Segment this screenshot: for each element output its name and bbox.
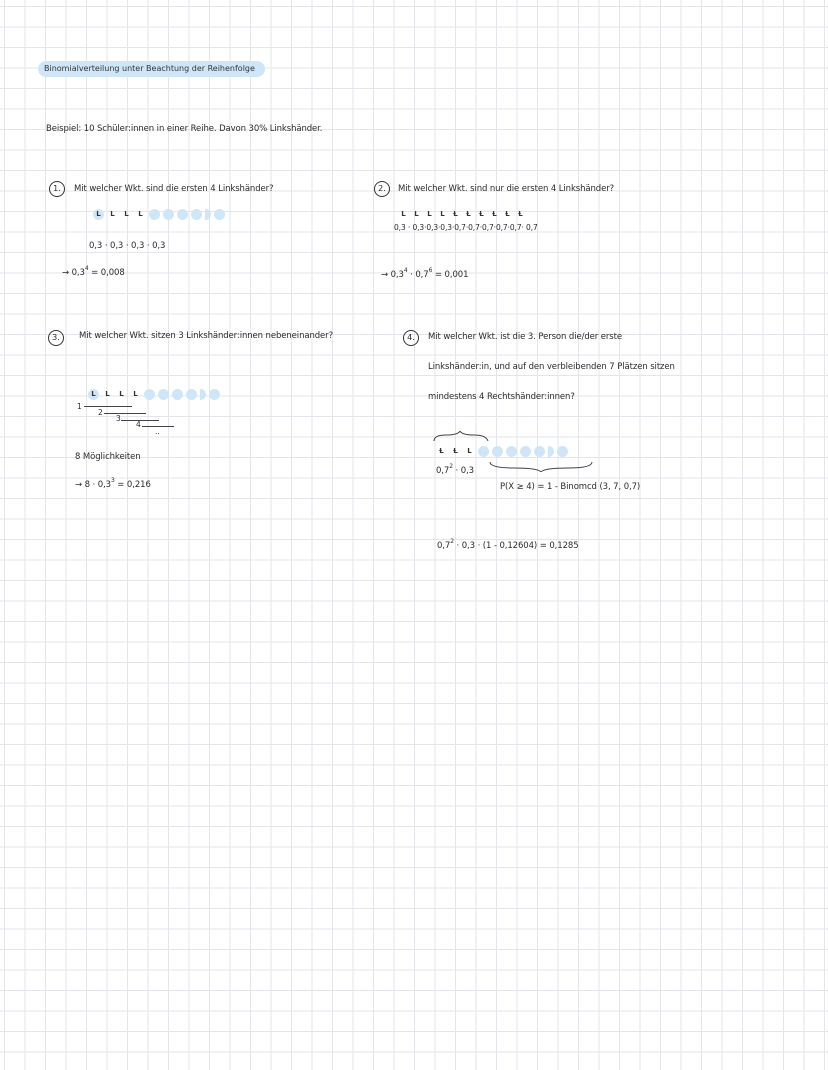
token-l: L [88, 389, 99, 400]
seat-dot [557, 446, 568, 457]
token-l: L [93, 209, 104, 220]
task-1-number: 1. [49, 181, 65, 197]
result-exponent: 4 [84, 265, 89, 272]
seat-dot [209, 389, 220, 400]
token-l: L [133, 390, 138, 398]
task-4-sequence [436, 446, 568, 457]
result-exponent: 4 [403, 267, 408, 274]
final-base: 0,7 [437, 541, 451, 551]
task-1-result [62, 265, 125, 278]
seat-dot [186, 389, 197, 400]
position-label: 1 [77, 402, 82, 411]
task-3-sequence [88, 389, 220, 400]
seat-dot [200, 389, 206, 400]
result-base: → 0,3 [62, 268, 85, 278]
seat-dot [520, 446, 531, 457]
token-l: L [427, 210, 432, 218]
token-r: Ɫ [439, 447, 444, 455]
result-mid: · 0,7 [410, 270, 429, 280]
result-exponent: 3 [110, 477, 115, 484]
seat-dot [144, 389, 155, 400]
result-value: = 0,001 [434, 270, 469, 280]
result-exponent: 6 [428, 267, 433, 274]
task-4-question-line-2: Linkshänder:in, und auf den verbleibenden 7 Plätzen sitzen [428, 362, 675, 372]
result-base: → 8 · 0,3 [75, 480, 111, 490]
token-r: Ɫ [453, 447, 458, 455]
page-title: Binomialverteilung unter Beachtung der Reihenfolge [38, 61, 265, 77]
example-text: Beispiel: 10 Schüler:innen in einer Reihe. Davon 30% Linkshänder. [46, 124, 323, 134]
token-l: L [105, 390, 110, 398]
seat-dot [149, 209, 160, 220]
task-4-number: 4. [403, 330, 419, 346]
task-1-question: Mit welcher Wkt. sind die ersten 4 Linkshänder? [74, 184, 274, 194]
token-l: L [467, 447, 472, 455]
token-r: Ɫ [466, 210, 471, 218]
token-r: Ɫ [492, 210, 497, 218]
task-4-product [436, 463, 474, 476]
seat-dot [172, 389, 183, 400]
task-1-product: 0,3 · 0,3 · 0,3 · 0,3 [89, 241, 166, 251]
seat-dot [548, 446, 554, 457]
result-value: = 0,216 [117, 480, 151, 490]
task-2-product: 0,3 · 0,3·0,3·0,3·0,7·0,7·0,7·0,7·0,7· 0,7 [394, 223, 538, 232]
task-3-question: Mit welcher Wkt. sitzen 3 Linkshänder:innen nebeneinander? [79, 331, 333, 341]
seat-dot [177, 209, 188, 220]
seat-dot [534, 446, 545, 457]
seat-dot [163, 209, 174, 220]
seat-dot [191, 209, 202, 220]
result-value: = 0,008 [91, 268, 125, 278]
seat-dot [478, 446, 489, 457]
task-4-question-line-3: mindestens 4 Rechtshänder:innen? [428, 392, 575, 402]
token-l: L [124, 210, 129, 218]
underbrace-icon [488, 460, 594, 472]
seat-dot [492, 446, 503, 457]
seat-dot [214, 209, 225, 220]
token-l: L [110, 210, 115, 218]
task-2-sequence [398, 209, 526, 220]
token-l: L [414, 210, 419, 218]
seat-dot [506, 446, 517, 457]
product-tail: · 0,3 [455, 466, 474, 476]
result-base: → 0,3 [381, 270, 404, 280]
task-1-sequence [93, 209, 225, 220]
product-exponent: 2 [449, 463, 453, 470]
task-3-number: 3. [48, 330, 64, 346]
position-line [104, 413, 146, 414]
position-label: .. [155, 427, 160, 436]
token-l: L [401, 210, 406, 218]
task-3-result [75, 477, 151, 490]
position-label: 2 [98, 408, 103, 417]
token-r: Ɫ [453, 210, 458, 218]
task-3-possibilities: 8 Möglichkeiten [75, 452, 141, 462]
seat-dot [158, 389, 169, 400]
token-r: Ɫ [479, 210, 484, 218]
token-r: Ɫ [518, 210, 523, 218]
product-base: 0,7 [436, 466, 450, 476]
final-tail: · 0,3 · (1 - 0,12604) = 0,1285 [456, 541, 579, 551]
token-r: Ɫ [505, 210, 510, 218]
position-label: 3 [116, 414, 121, 423]
position-label: 4 [136, 420, 141, 429]
final-exponent: 2 [450, 538, 454, 545]
task-2-result [381, 267, 469, 280]
task-2-number: 2. [374, 181, 390, 197]
overbrace-icon [432, 431, 492, 443]
task-4-probability: P(X ≥ 4) = 1 - Binomcd (3, 7, 0,7) [500, 482, 641, 492]
token-l: L [119, 390, 124, 398]
task-4-question-line-1: Mit welcher Wkt. ist die 3. Person die/der erste [428, 332, 622, 342]
task-4-final [437, 538, 579, 551]
token-l: L [138, 210, 143, 218]
position-line [84, 406, 132, 407]
task-2-question: Mit welcher Wkt. sind nur die ersten 4 Linkshänder? [398, 184, 615, 194]
seat-dot [205, 209, 211, 220]
token-l: L [440, 210, 445, 218]
